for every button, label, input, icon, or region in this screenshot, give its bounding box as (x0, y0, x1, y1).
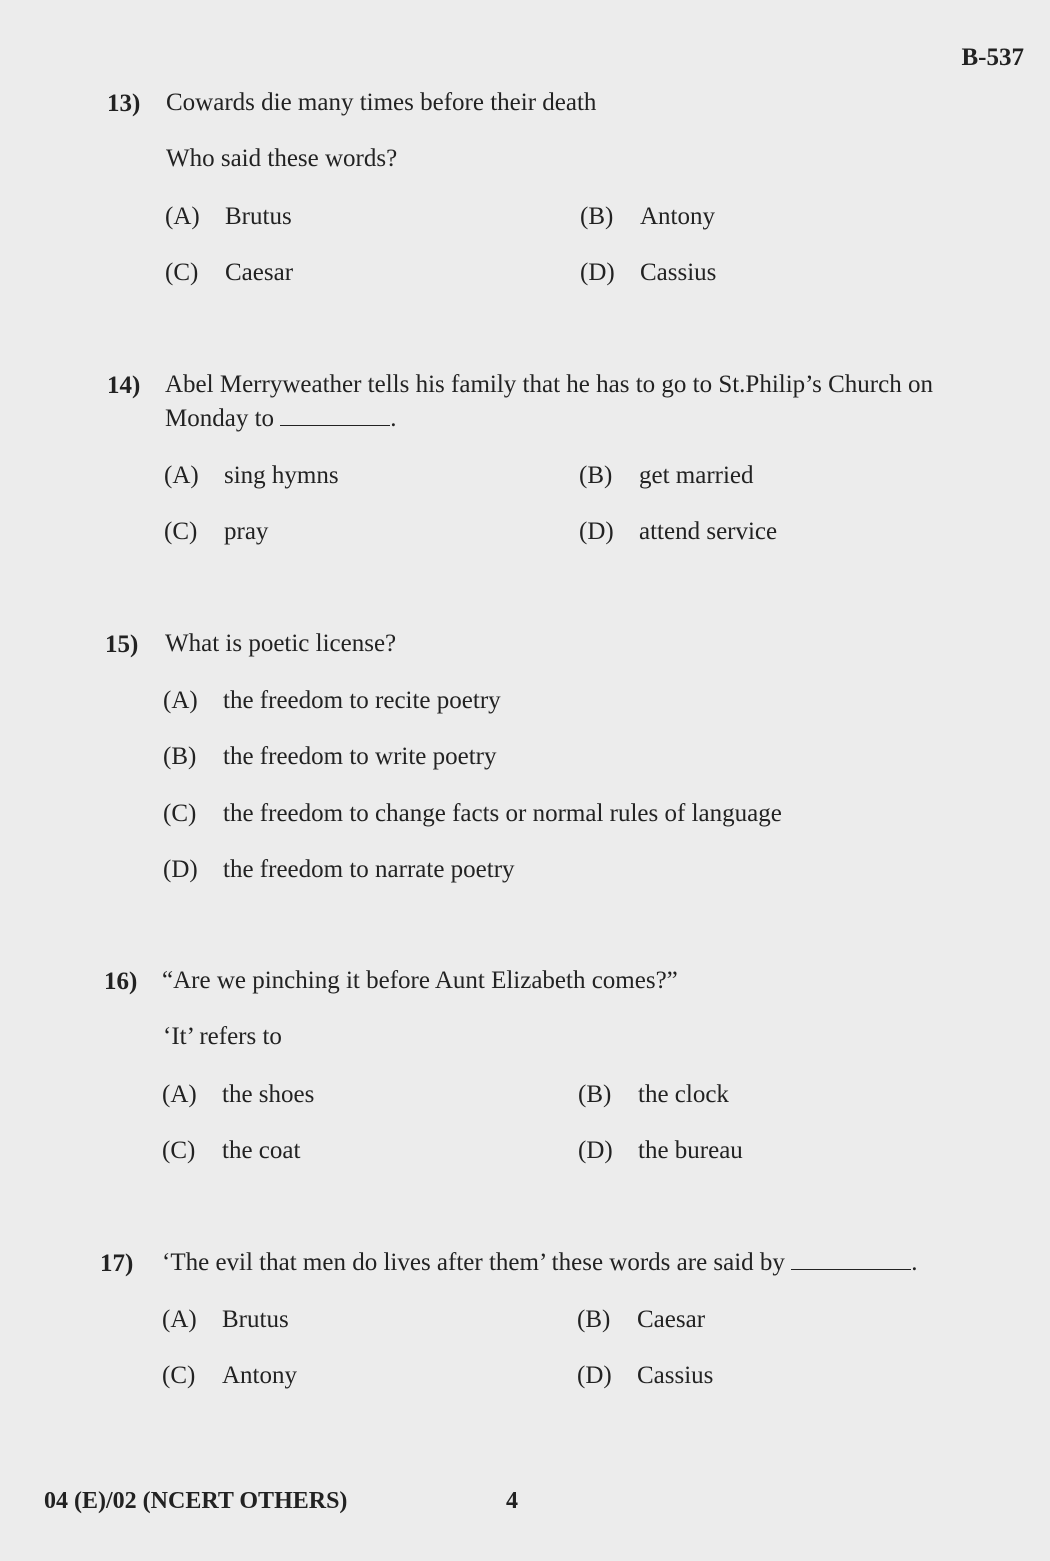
option-label: (B) (579, 462, 613, 489)
option-text: Cassius (637, 1362, 714, 1389)
option-label: (A) (162, 1081, 197, 1108)
option-label: (D) (580, 259, 615, 286)
option-text: pray (224, 518, 269, 545)
option-label: (A) (162, 1306, 197, 1333)
question-text-line: Abel Merryweather tells his family that he has to go to St.Philip’s Church on (165, 371, 933, 398)
option-text: the coat (222, 1137, 301, 1164)
option-c[interactable] (163, 800, 782, 828)
option-b[interactable] (580, 203, 715, 231)
question-text-line (165, 402, 397, 436)
option-d[interactable] (579, 518, 777, 546)
option-label: (D) (579, 518, 614, 545)
option-label: (C) (162, 1362, 196, 1389)
option-a[interactable] (162, 1081, 314, 1109)
option-d[interactable] (580, 259, 716, 287)
option-c[interactable] (162, 1362, 297, 1390)
option-text: Antony (222, 1362, 297, 1389)
question-text-end: . (911, 1249, 918, 1276)
question-subtext: ‘It’ refers to (163, 1023, 282, 1050)
option-text: the freedom to recite poetry (223, 687, 501, 714)
option-text: the clock (638, 1081, 729, 1108)
option-label: (A) (163, 687, 198, 714)
question-text-end: . (390, 405, 397, 432)
option-label: (C) (165, 259, 199, 286)
option-label: (D) (578, 1137, 613, 1164)
option-label: (A) (165, 203, 200, 230)
option-text: Caesar (637, 1306, 706, 1333)
question-text: “Are we pinching it before Aunt Elizabeth comes?” (162, 967, 678, 994)
option-text: Cassius (640, 259, 717, 286)
question-subtext: Who said these words? (166, 145, 398, 172)
option-label: (B) (580, 203, 614, 230)
question-number: 16) (104, 968, 138, 995)
option-text: the freedom to write poetry (223, 743, 497, 770)
option-text: Antony (640, 203, 715, 230)
option-c[interactable] (162, 1137, 300, 1165)
question-number: 14) (107, 372, 141, 399)
option-label: (B) (163, 743, 197, 770)
question-text-start: Monday to (165, 405, 275, 432)
option-label: (D) (577, 1362, 612, 1389)
option-text: Brutus (225, 203, 292, 230)
option-a[interactable] (163, 687, 501, 715)
option-text: get married (639, 462, 754, 489)
option-b[interactable] (579, 462, 754, 490)
question-text: What is poetic license? (165, 630, 397, 657)
answer-blank (791, 1247, 911, 1270)
option-c[interactable] (165, 259, 293, 287)
option-text: sing hymns (224, 462, 339, 489)
page-number: 4 (506, 1488, 518, 1514)
option-label: (B) (578, 1081, 612, 1108)
option-text: the bureau (638, 1137, 743, 1164)
option-label: (B) (577, 1306, 611, 1333)
question-number: 13) (107, 90, 141, 117)
question-text (162, 1246, 917, 1280)
question-number: 15) (105, 631, 139, 658)
option-d[interactable] (577, 1362, 713, 1390)
option-text: the freedom to narrate poetry (223, 856, 515, 883)
paper-code: B-537 (961, 44, 1024, 71)
option-text: Brutus (222, 1306, 289, 1333)
option-label: (C) (163, 800, 197, 827)
question-text-start: ‘The evil that men do lives after them’ these words are said by (162, 1249, 785, 1276)
option-b[interactable] (577, 1306, 705, 1334)
option-label: (A) (164, 462, 199, 489)
question-text (165, 368, 1023, 402)
option-text: the shoes (222, 1081, 315, 1108)
footer-code: 04 (E)/02 (NCERT OTHERS) (44, 1488, 348, 1514)
option-text: attend service (639, 518, 778, 545)
question-text: Cowards die many times before their death (166, 89, 597, 116)
option-a[interactable] (162, 1306, 289, 1334)
option-label: (D) (163, 856, 198, 883)
option-d[interactable] (163, 856, 515, 884)
option-text: the freedom to change facts or normal rules of language (223, 800, 782, 827)
option-a[interactable] (165, 203, 292, 231)
answer-blank (280, 403, 390, 426)
option-a[interactable] (164, 462, 339, 490)
option-text: Caesar (225, 259, 294, 286)
option-b[interactable] (578, 1081, 729, 1109)
option-d[interactable] (578, 1137, 743, 1165)
option-c[interactable] (164, 518, 268, 546)
option-label: (C) (164, 518, 198, 545)
option-b[interactable] (163, 743, 497, 771)
option-label: (C) (162, 1137, 196, 1164)
question-number: 17) (100, 1250, 134, 1277)
